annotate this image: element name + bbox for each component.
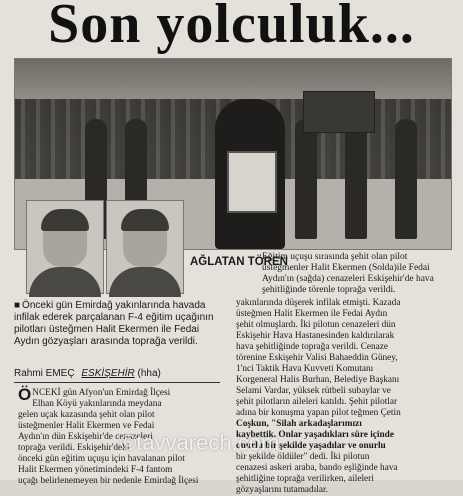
body-line: üsteğmen Halit Ekermen ile Fedai Aydın <box>236 309 388 319</box>
portrait-halit-ekermen <box>26 200 104 294</box>
body-line: onurlu bir şekilde yaşadılar ve onurlu <box>236 441 386 451</box>
body-line: şehitliğine toprağa verilirken, aileleri <box>236 474 374 484</box>
body-line: Aydın'ın dün Eskişehir'de cenazeleri <box>18 432 153 442</box>
body-line: Korgeneral Halis Burhan, Belediye Başkanı <box>236 375 400 385</box>
body-line: Elhan Köyü yakınlarında meydana <box>32 399 162 409</box>
flag-draped-coffin <box>303 91 375 133</box>
body-line: Coşkun, "Silah arkadaşlarımızı <box>236 419 362 429</box>
body-line: üsteğmenler Halit Ekermen ve Fedai <box>18 421 155 431</box>
body-line: bir şekilde öldüler" dedi. İki pilotun <box>236 452 370 462</box>
soldier-figure <box>345 119 367 239</box>
lead-paragraph: Eğitim uçuşu sırasında şehit olan pilot üsteğmenler Halit Ekermen (Solda)ile Fedai Aydın'ın (sağda) cenazeleri Eskişehir'de hava şehitliğinde törenle toprağa verildi. <box>262 252 434 295</box>
bullet-icon: ■ <box>14 300 21 311</box>
body-line: uçağı belirlenemeyen bir nedenle Emirdağ İlçesi <box>18 476 199 486</box>
body-line: kaybettik. Onlar yaşadıkları süre içinde <box>236 430 394 440</box>
byline-author: Rahmi EMEÇ <box>14 368 75 379</box>
body-line: gelen uçak kazasında şehit olan pilot <box>18 410 155 420</box>
body-line: önceki gün eğitim uçuşu için havalanan pilot <box>18 454 185 464</box>
watermark: ©tavvarech.com <box>120 430 280 455</box>
body-line: Selami Vardar, yüksek rütbeli subaylar ve <box>236 386 391 396</box>
caption-text: Önceki gün Emirdağ yakınlarında havada infilak ederek parçalanan F-4 eğitim uçağının pilotları üsteğmen Halit Ekermen ile Fedai Aydın gözyaşları arasında toprağa verildi. <box>14 300 214 347</box>
body-line: yakınlarında düşerek infilak etmişti. Kazada <box>236 298 401 308</box>
body-line: şehit pilotların aileleri katıldı. Şehit pilotlar <box>236 397 398 407</box>
framed-portrait <box>227 151 277 213</box>
subheading: AĞLATAN TÖREN <box>190 256 288 268</box>
body-line: Eskişehir Hava Hastanesinden kaldırılarak <box>236 331 395 341</box>
body-line: NCEKİ gün Afyon'un Emirdağ İlçesi <box>32 388 171 398</box>
soldier-figure <box>295 119 317 239</box>
body-line: cenazesi askeri araba, bando eşliğinde hava <box>236 463 398 473</box>
portrait-fedai-aydin <box>106 200 184 294</box>
body-line: Halit Ekermen yönetimindeki F-4 fantom <box>18 465 173 475</box>
body-line: törenine Eskişehir Valisi Bahaeddin Güney, <box>236 353 398 363</box>
drop-cap: Ö <box>18 385 32 404</box>
divider <box>14 382 220 383</box>
soldier-figure <box>395 119 417 239</box>
body-line: 1'nci Taktik Hava Kuvveti Komutanı <box>236 364 374 374</box>
byline <box>14 368 161 379</box>
byline-city: ESKİŞEHİR <box>81 368 135 379</box>
headline: Son yolculuk... <box>48 0 415 55</box>
body-line: şehit olmuşlardı. İki pilotun cenazeleri dün <box>236 320 396 330</box>
body-line: toprağa verildi. Eskişehir'deki <box>18 443 130 453</box>
body-column-right <box>236 298 454 496</box>
photo-caption <box>14 300 220 348</box>
byline-agency: (hha) <box>137 368 161 379</box>
body-line: adına bir konuşma yapan pilot teğmen Çetin <box>236 408 401 418</box>
body-line: gözyaşlarını tutamadılar. <box>236 485 328 495</box>
body-line: hava şehitliğinde toprağa verildi. Cenaze <box>236 342 389 352</box>
